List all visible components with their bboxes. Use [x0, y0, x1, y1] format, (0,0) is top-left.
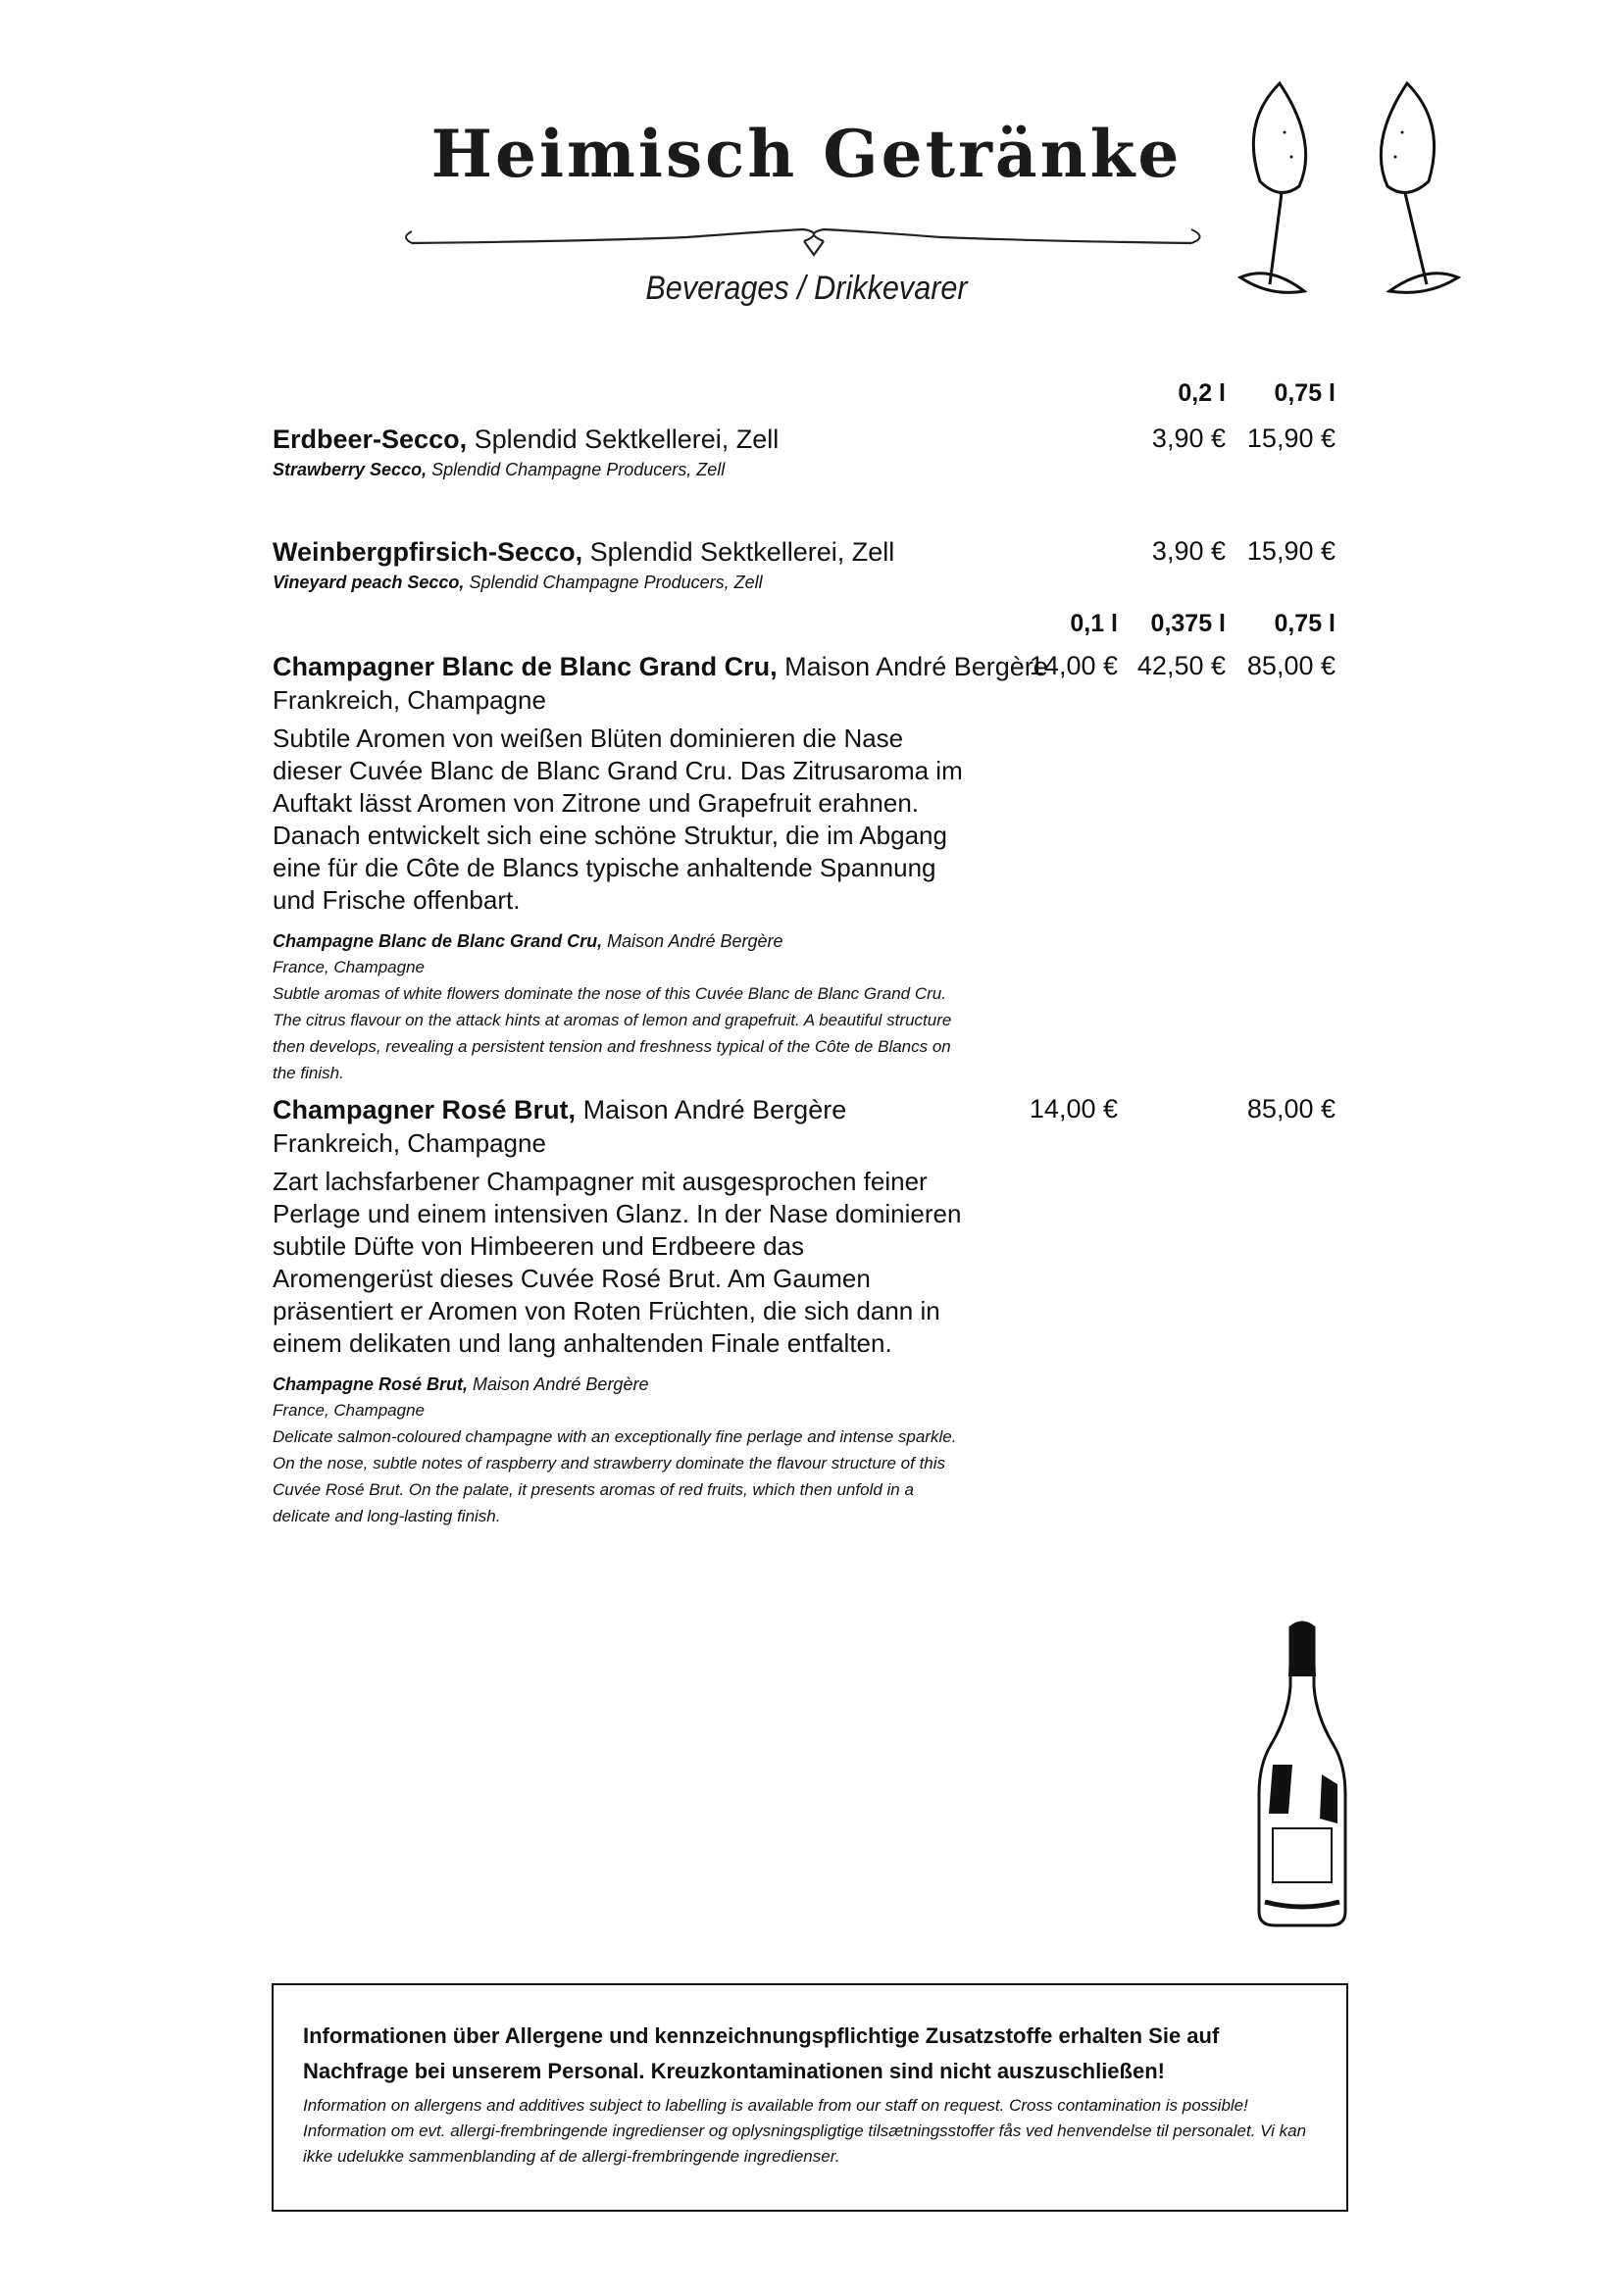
item-name-en: Vineyard peach Secco, [273, 573, 465, 592]
item-name-en: Champagne Rosé Brut, [273, 1374, 469, 1394]
price-weinbergpfirsich-0-2l: 3,90 € [1151, 536, 1226, 566]
item-name: Champagner Rosé Brut, [273, 1095, 577, 1124]
price-weinbergpfirsich-0-75l: 15,90 € [1246, 536, 1336, 566]
price-rose-0-1l: 14,00 € [1029, 1094, 1118, 1123]
item-producer-en: Splendid Champagne Producers, Zell [427, 460, 726, 479]
item-name: Champagner Blanc de Blanc Grand Cru, [273, 652, 778, 681]
title-flourish-divider [392, 218, 1216, 267]
price-erdbeer-0-75l: 15,90 € [1246, 424, 1336, 453]
item-origin: Frankreich, Champagne [273, 1128, 546, 1158]
allergen-info-box [272, 1983, 1348, 2212]
volume-header-0-1l: 0,1 l [1070, 610, 1118, 637]
price-erdbeer-0-2l: 3,90 € [1151, 424, 1226, 453]
item-name-en: Strawberry Secco, [273, 460, 428, 479]
item-description: Subtile Aromen von weißen Blüten dominieren die Nase dieser Cuvée Blanc de Blanc Grand Cru. Das Zitrusaroma im Auftakt lässt Aromen von Zitrone und Grapefruit erahnen. Danach entwickelt sich eine schöne Struktur, die im Abgang eine für die Côte de Blancs typische anhaltende Spannung und Frische offenbart. [273, 724, 963, 915]
page-subtitle: Beverages / Drikkevarer [645, 270, 968, 307]
volume-header-0-75l: 0,75 l [1274, 379, 1336, 407]
allergen-info-no: Information om evt. allergi-frembringende ingredienser og oplysningspligtige tilsætningsstoffer fås ved henvendelse til personalet. Vi kan ikke udelukke sammenblanding af de allergi-frembringende ingredienser. [303, 2121, 1307, 2166]
menu-item-weinbergpfirsich-secco [273, 534, 979, 595]
price-blanc-0-1l: 14,00 € [1029, 651, 1118, 680]
champagne-bottle-icon [1243, 1618, 1361, 1931]
item-origin: Frankreich, Champagne [273, 685, 546, 715]
volume-header-0-75l-champagne: 0,75 l [1274, 610, 1336, 637]
page-title: Heimisch Getränke [430, 116, 1183, 192]
menu-item-champagner-rose-brut [273, 1092, 969, 1529]
price-blanc-0-375l: 42,50 € [1136, 651, 1226, 680]
item-producer: Maison André Bergère [777, 652, 1048, 681]
item-producer-en: Maison André Bergère [602, 931, 783, 951]
item-description-en: Delicate salmon-coloured champagne with an exceptionally fine perlage and intense sparkle. On the nose, subtle notes of raspberry and strawberry dominate the flavour structure of this Cuvée Rosé Brut. On the palate, it presents aromas of red fruits, which then unfold in a delicate and long-lasting finish. [273, 1427, 957, 1525]
champagne-glasses-toast-icon [1221, 64, 1476, 299]
item-origin-en: France, Champagne [273, 1401, 425, 1420]
menu-item-erdbeer-secco [273, 422, 979, 482]
item-producer-en: Splendid Champagne Producers, Zell [464, 573, 763, 592]
allergen-info-de: Informationen über Allergene und kennzeichnungspflichtige Zusatzstoffe erhalten Sie auf Nachfrage bei unserem Personal. Kreuzkontaminationen sind nicht auszuschließen! [303, 2023, 1220, 2083]
allergen-info-en: Information on allergens and additives subject to labelling is available from our staff on request. Cross contamination is possible! [303, 2096, 1248, 2115]
price-blanc-0-75l: 85,00 € [1246, 651, 1336, 680]
item-producer: Splendid Sektkellerei, Zell [582, 537, 895, 567]
item-description: Zart lachsfarbener Champagner mit ausgesprochen feiner Perlage und einem intensiven Glanz. In der Nase dominieren subtile Düfte von Himbeeren und Erdbeere das Aromengerüst dieses Cuvée Rosé Brut. Am Gaumen präsentiert er Aromen von Roten Früchten, die sich dann in einem delikaten und lang anhaltenden Finale entfalten. [273, 1167, 962, 1358]
item-producer: Splendid Sektkellerei, Zell [467, 424, 780, 454]
menu-item-champagner-blanc-de-blanc [273, 649, 1048, 1086]
item-name: Weinbergpfirsich-Secco, [273, 537, 583, 567]
item-origin-en: France, Champagne [273, 958, 425, 976]
item-description-en: Subtle aromas of white flowers dominate the nose of this Cuvée Blanc de Blanc Grand Cru. The citrus flavour on the attack hints at aromas of lemon and grapefruit. A beautiful structure then develops, revealing a persistent tension and freshness typical of the Côte de Blancs on the finish. [273, 984, 952, 1082]
item-producer-en: Maison André Bergère [468, 1374, 649, 1394]
item-name-en: Champagne Blanc de Blanc Grand Cru, [273, 931, 603, 951]
price-rose-0-75l: 85,00 € [1246, 1094, 1336, 1123]
item-name: Erdbeer-Secco, [273, 424, 468, 454]
item-producer: Maison André Bergère [576, 1095, 847, 1124]
volume-header-0-375l: 0,375 l [1150, 610, 1226, 637]
volume-header-0-2l: 0,2 l [1178, 379, 1226, 407]
